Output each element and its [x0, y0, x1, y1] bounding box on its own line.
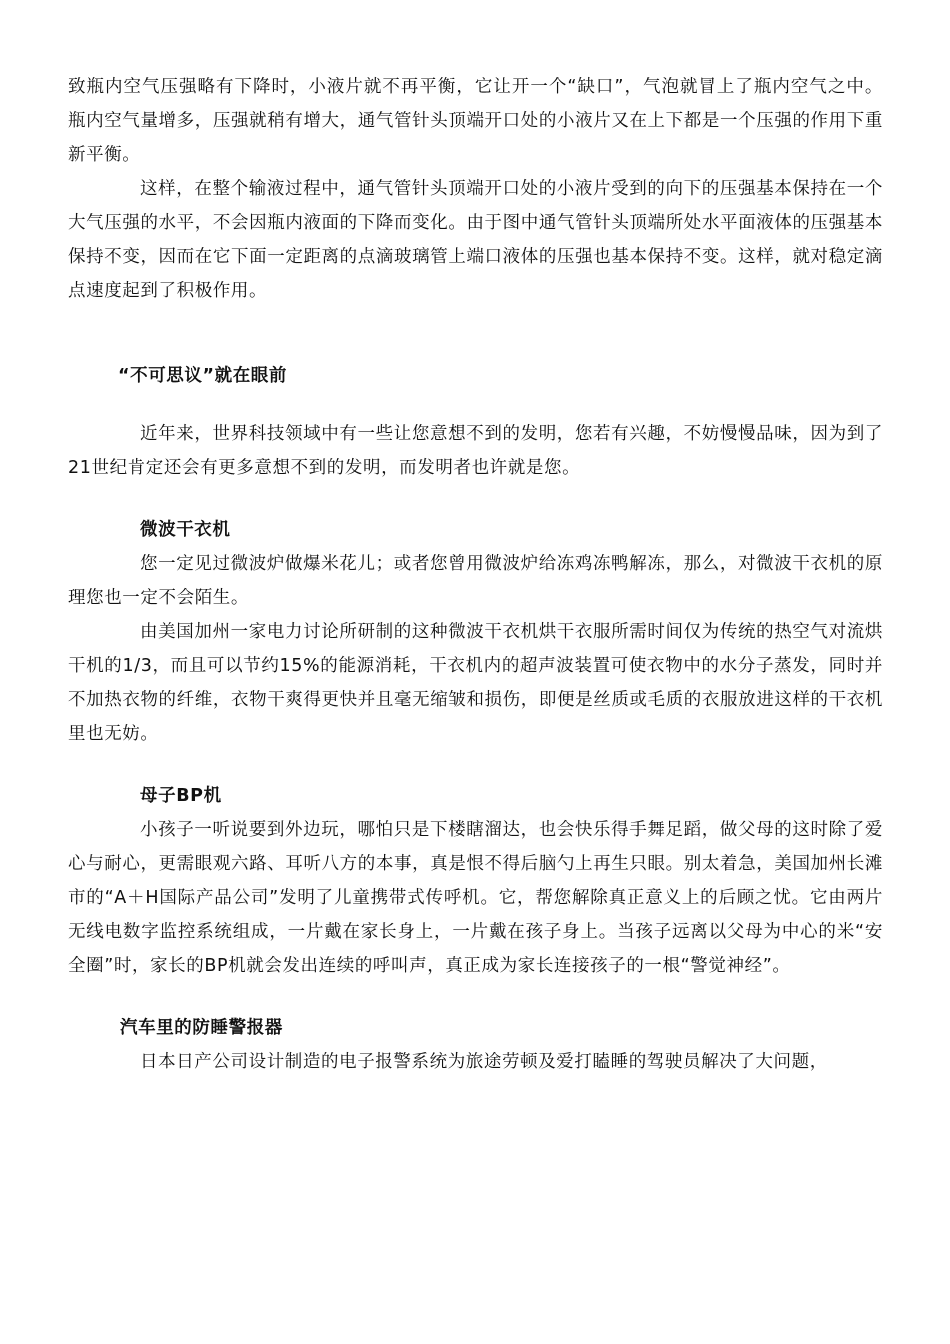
microwave-paragraph-2: 由美国加州一家电力讨论所研制的这种微波干衣机烘干衣服所需时间仅为传统的热空气对流烘干机的1/3，而且可以节约15%的能源消耗，干衣机内的超声波装置可使衣物中的水分子蒸发，同时并不加热衣物的纤维，衣物干爽得更快并且毫无缩皱和损伤，即便是丝质或毛质的衣服放进这样的干衣机里也无妨。 [68, 622, 883, 744]
section-intro-paragraph: 近年来，世界科技领域中有一些让您意想不到的发明，您若有兴趣，不妨慢慢品味，因为到了21世纪肯定还会有更多意想不到的发明，而发明者也许就是您。 [68, 424, 883, 478]
infusion-summary-paragraph: 这样，在整个输液过程中，通气管针头顶端开口处的小液片受到的向下的压强基本保持在一个大气压强的水平，不会因瓶内液面的下降而变化。由于图中通气管针头顶端所处水平面液体的压强基本保持不变，因而在它下面一定距离的点滴玻璃管上端口液体的压强也基本保持不变。这样，就对稳定滴点速度起到了积极作用。 [68, 179, 883, 301]
pager-paragraph: 小孩子一听说要到外边玩，哪怕只是下楼瞎溜达，也会快乐得手舞足蹈，做父母的这时除了爱心与耐心，更需眼观六路、耳听八方的本事，真是恨不得后脑勺上再生只眼。别太着急，美国加州长滩市的“A＋H国际产品公司”发明了儿童携带式传呼机。它，帮您解除真正意义上的后顾之忧。它由两片无线电数字监控系统组成，一片戴在家长身上，一片戴在孩子身上。当孩子远离以父母为中心的米“安全圈”时，家长的BP机就会发出连续的呼叫声，真正成为家长连接孩子的一根“警觉神经”。 [68, 820, 883, 976]
anti-sleep-alarm-heading: 汽车里的防睡警报器 [120, 1018, 283, 1038]
parent-child-pager-heading: 母子BP机 [140, 786, 222, 806]
section-title: “不可思议”就在眼前 [118, 366, 288, 386]
microwave-dryer-heading: 微波干衣机 [140, 520, 231, 540]
document-body [68, 70, 883, 1079]
alarm-paragraph: 日本日产公司设计制造的电子报警系统为旅途劳顿及爱打瞌睡的驾驶员解决了大问题， [140, 1052, 828, 1072]
microwave-paragraph-1: 您一定见过微波炉做爆米花儿；或者您曾用微波炉给冻鸡冻鸭解冻，那么，对微波干衣机的原理您也一定不会陌生。 [68, 554, 883, 608]
continuation-paragraph: 致瓶内空气压强略有下降时，小液片就不再平衡，它让开一个“缺口”，气泡就冒上了瓶内空气之中。瓶内空气量增多，压强就稍有增大，通气管针头顶端开口处的小液片又在上下都是一个压强的作用下重新平衡。 [68, 77, 883, 165]
